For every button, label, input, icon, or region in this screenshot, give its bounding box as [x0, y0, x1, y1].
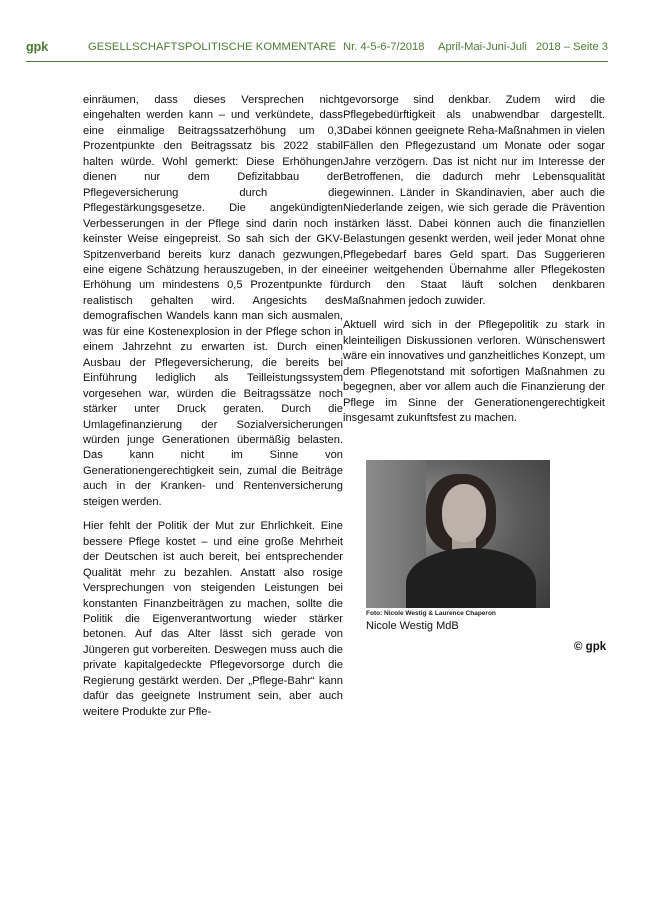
- paragraph: einräumen, dass dieses Versprechen nicht eingehalten werden kann – und verkündete, dass eine einmalige Beitragssatzerhöhung um 0,3 Prozentpunkte den Beitragssatz bis 2022 stabil halten würde. Wohl gemerkt: Diese Erhöhungen dienen nur dem Defizitabbau der Pflegeversicherung durch die Pflegestärkungsgesetze. Die angekündigten Verbesserungen in der Pflege sind darin noch in keinster Weise eingepreist. So sah sich der GKV-Spitzenverband bereits kurz danach gezwungen, eine eigene Schätzung herauszugeben, in der eine Erhöhung um mindestens 0,5 Prozentpunkte für realistisch gehalten wird. Angesichts des demografischen Wandels kann man sich ausmalen, was für eine Kostenexplosion in der Pflege schon in einem Jahrzehnt zu erwarten ist. Durch einen Ausbau der Pflegeversicherung, die bereits bei Einführung lediglich als Teilleistungssystem vorgesehen war, würden die Beitragssätze noch stärker unter Druck geraten. Durch die Umlagefinanzierung der Sozialversicherungen würden junge Generationen übermäßig belasten. Das kann nicht im Sinne von Generationengerechtigkeit sein, zumal die Beiträge auch in der Kranken- und Rentenversicherung steigen werden.: [83, 94, 343, 508]
- paragraph: Hier fehlt der Politik der Mut zur Ehrlichkeit. Eine bessere Pflege kostet – und eine große Mehrheit der Deutschen ist auch bereit, bei entsprechender Qualität mehr zu bezahlen. Anstatt also rosige Versprechungen von steigenden Leistungen bei konstanten Finanzbeiträgen zu machen, sollte die Politik die Eigenverantwortung wieder stärker betonen. Auf das Alter lässt sich gerade von Jüngeren gut vorbereiten. Deswegen muss auch die private kapitalgedeckte Pflegevorsorge durch die Regierung gestärkt werden. Der „Pflege-Bahr“ kann dafür das geeignete Instrument sein, aber auch weitere Produkte zur Pfle-: [83, 520, 343, 718]
- page-header: [26, 40, 608, 62]
- header-divider: [26, 61, 608, 62]
- portrait-photo: [366, 460, 550, 608]
- paragraph: gevorsorge sind denkbar. Zudem wird die Pflegebedürftigkeit als unabwendbar dargestellt. Dabei können geeignete Reha-Maßnahmen in vielen Fällen den Pflegezustand um Monate oder sogar Jahre verzögern. Das ist nicht nur im Interesse der Betroffenen, die dadurch mehr Lebensqualität gewinnen. Länder in Skandinavien, aber auch die Niederlande zeigen, wie sich gerade die Prävention stärken lässt. Dabei können auch die finanziellen Belastungen gesenkt werden, weil jeder Monat ohne Pflegebedarf bares Geld spart. Das Suggerieren einer weitgehenden Übernahme aller Pflegekosten durch den Staat läuft solchen denkbaren Maßnahmen jedoch zuwider.: [343, 94, 605, 307]
- left-text-column: [83, 93, 343, 729]
- paragraph: Aktuell wird sich in der Pflegepolitik zu stark in kleinteiligen Diskussionen verloren. Wünschenswert wäre ein innovatives und ganzheitliches Konzept, um dem Pflegenotstand mit sofortigen Maßnahmen zu begegnen, aber vor allem auch die Finanzierung der Pflege im Sinne der Generationengerechtigkeit insgesamt zukunftsfest zu machen.: [343, 319, 605, 425]
- copyright-notice: © gpk: [574, 641, 607, 653]
- photo-face: [442, 484, 486, 542]
- photo-body: [406, 548, 536, 608]
- publication-logo: gpk: [26, 40, 49, 54]
- publication-title: GESELLSCHAFTSPOLITISCHE KOMMENTARE: [88, 41, 337, 53]
- photo-caption-name: Nicole Westig MdB: [366, 620, 459, 632]
- photo-credit: Foto: Nicole Westig & Laurence Chaperon: [366, 610, 496, 617]
- issue-number: Nr. 4-5-6-7/2018: [343, 41, 425, 53]
- issue-months: April-Mai-Juni-Juli: [438, 41, 527, 53]
- right-text-column: [343, 93, 605, 436]
- year-and-page: 2018 – Seite 3: [535, 41, 608, 53]
